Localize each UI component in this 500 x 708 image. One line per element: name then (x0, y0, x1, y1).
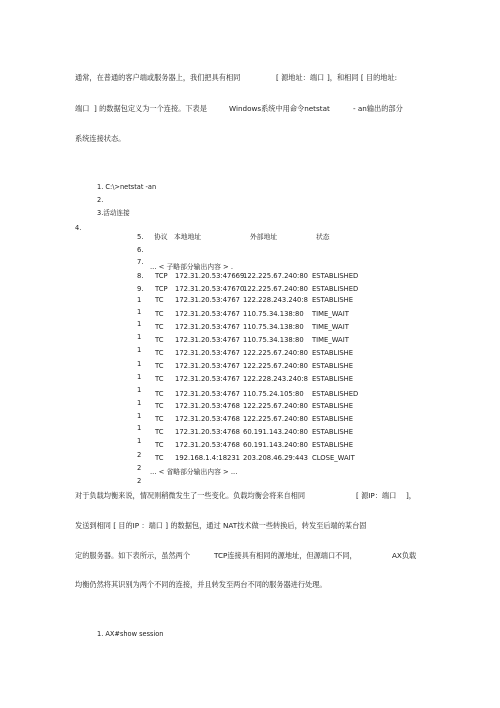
proto-cell: TCP (155, 272, 168, 280)
line-number: 6. (137, 246, 144, 254)
local-address-cell: 172.31.20.53:4767 (175, 296, 240, 304)
local-address-cell: 192.168.1.4:18231 (175, 454, 240, 462)
line-number: 5. (137, 233, 144, 241)
foreign-address-cell: 60.191.143.240:80 (243, 428, 308, 436)
line-number: 2 (137, 464, 142, 472)
intro-line1-b: [ 源地址：端口 (276, 73, 325, 82)
foreign-address-cell: 60.191.143.240:80 (243, 441, 308, 449)
local-address-cell: 172.31.20.53:4768 (175, 428, 240, 436)
foreign-address-cell: 122.225.67.240:80 (243, 272, 308, 280)
step-2: 2. (97, 196, 104, 204)
state-cell: ESTABLISHE (312, 402, 354, 410)
line-number: 1 (137, 333, 142, 341)
para2-line1-c: ]， (406, 491, 416, 500)
foreign-address-cell: 110.75.24.105:80 (243, 390, 304, 398)
line-number: 1 (137, 308, 142, 316)
proto-cell: TC (155, 428, 164, 436)
line-number: 1 (137, 346, 142, 354)
line-number: 9. (137, 285, 144, 293)
local-address-cell: 172.31.20.53:4768 (175, 402, 240, 410)
line-number: 1 (137, 412, 142, 420)
intro-line2-c: Windows系统中用命令netstat (229, 104, 330, 113)
proto-cell: TC (155, 296, 164, 304)
col-header-local: 本地地址 (174, 233, 202, 241)
local-address-cell: 172.31.20.53:4767 (175, 323, 240, 331)
state-cell: TIME_WAIT (312, 336, 349, 344)
foreign-address-cell: 122.228.243.240:8 (243, 375, 308, 383)
local-address-cell: 172.31.20.53:4768 (175, 415, 240, 423)
foreign-address-cell: 110.75.34.138:80 (243, 310, 304, 318)
line-number: 8. (137, 272, 144, 280)
intro-line2-d: - an输出的部分 (353, 104, 403, 113)
proto-cell: TC (155, 336, 164, 344)
line-number: 1 (137, 437, 142, 445)
proto-cell: TC (155, 415, 164, 423)
state-cell: ESTABLISHED (312, 272, 359, 280)
col-header-proto: 协议 (154, 233, 168, 241)
state-cell: ESTABLISHE (312, 428, 354, 436)
state-cell: CLOSE_WAIT (312, 454, 355, 462)
para2-line3-b: TCP连接具有相同的源地址，但源端口不同， (214, 551, 357, 560)
proto-cell: TC (155, 441, 164, 449)
state-cell: TIME_WAIT (312, 310, 349, 318)
intro-line2-a: 端口 (75, 104, 90, 113)
state-cell: ESTABLISHE (312, 415, 354, 423)
col-header-foreign: 外部地址 (250, 233, 278, 241)
para2-line3-c: AX负载 (392, 551, 417, 560)
proto-cell: TC (155, 375, 164, 383)
foreign-address-cell: 122.225.67.240:80 (243, 349, 308, 357)
state-cell: ESTABLISHE (312, 441, 354, 449)
omitted-output-bottom: ... < 省略部分输出内容 > ... (150, 468, 238, 476)
foreign-address-cell: 122.225.67.240:80 (243, 415, 308, 423)
foreign-address-cell: 122.228.243.240:8 (243, 296, 308, 304)
state-cell: ESTABLISHE (312, 349, 354, 357)
intro-line1-c: ]，和相同 [ 目的地址: (327, 73, 398, 82)
line-number: 1 (137, 360, 142, 368)
state-cell: ESTABLISHED (312, 285, 359, 293)
local-address-cell: 172.31.20.53:4767 (175, 349, 240, 357)
proto-cell: TC (155, 402, 164, 410)
step-4: 4. (75, 224, 82, 232)
para2-line4: 均衡仍然将其识别为两个不同的连接，并且转发至两台不同的服务器进行处理。 (75, 580, 327, 589)
local-address-cell: 172.31.20.53:4767 (175, 375, 240, 383)
state-cell: TIME_WAIT (312, 323, 349, 331)
proto-cell: TC (155, 310, 164, 318)
line-number: 1 (137, 296, 142, 304)
proto-cell: TC (155, 454, 164, 462)
local-address-cell: 172.31.20.53:4767 (175, 362, 240, 370)
proto-cell: TCP (155, 285, 168, 293)
local-address-cell: 172.31.20.53:4767 (175, 310, 240, 318)
line-number: 1 (137, 399, 142, 407)
para2-line2: 发送到相同 [ 目的IP ：端口 ] 的数据包，通过 NAT技术做一些转换后，转发至后端的某台固 (75, 521, 367, 530)
local-address-cell: 172.31.20.53:4767 (175, 336, 240, 344)
foreign-address-cell: 122.225.67.240:80 (243, 362, 308, 370)
proto-cell: TC (155, 362, 164, 370)
foreign-address-cell: 203.208.46.29:443 (243, 454, 308, 462)
bottom-command: 1. AX#show session (97, 630, 164, 638)
state-cell: ESTABLISHE (312, 362, 354, 370)
state-cell: ESTABLISHE (312, 375, 354, 383)
foreign-address-cell: 110.75.34.138:80 (243, 323, 304, 331)
para2-line3-a: 定的服务器。如下表所示，虽然两个 (75, 551, 191, 560)
foreign-address-cell: 110.75.34.138:80 (243, 336, 304, 344)
local-address-cell: 172.31.20.53:4767 (175, 390, 240, 398)
para2-line1-b: [ 源IP：端口 (356, 491, 397, 500)
foreign-address-cell: 122.225.67.240:80 (243, 285, 308, 293)
intro-line3: 系统连接状态。 (75, 134, 126, 143)
intro-line2-b: ] 的数据包定义为一个连接。下表是 (94, 104, 207, 113)
line-number: 1 (137, 373, 142, 381)
proto-cell: TC (155, 349, 164, 357)
line-number: 2 (137, 451, 142, 459)
proto-cell: TC (155, 323, 164, 331)
line-number: 1 (137, 386, 142, 394)
step-1: 1. C:\>netstat -an (97, 183, 157, 191)
proto-cell: TC (155, 390, 164, 398)
step-3: 3.活动连接 (97, 209, 130, 217)
col-header-state: 状态 (316, 233, 330, 241)
state-cell: ESTABLISHE (312, 296, 354, 304)
omitted-output-top: ... < 子略部分输出内容 > . (150, 263, 234, 271)
line-number: 2 (137, 477, 142, 485)
foreign-address-cell: 122.225.67.240:80 (243, 402, 308, 410)
local-address-cell: 172.31.20.53:47669 (175, 272, 245, 280)
intro-line1-a: 通常，在普通的客户端或服务器上，我们把具有相同 (75, 73, 241, 82)
para2-line1-a: 对于负载均衡来说，情况则稍微发生了一些变化。负载均衡会将来自相同 (75, 491, 306, 500)
local-address-cell: 172.31.20.53:47670 (175, 285, 245, 293)
line-number: 1 (137, 424, 142, 432)
state-cell: ESTABLISHED (312, 390, 359, 398)
local-address-cell: 172.31.20.53:4768 (175, 441, 240, 449)
line-number: 1 (137, 320, 142, 328)
line-number: 7. (137, 258, 144, 266)
